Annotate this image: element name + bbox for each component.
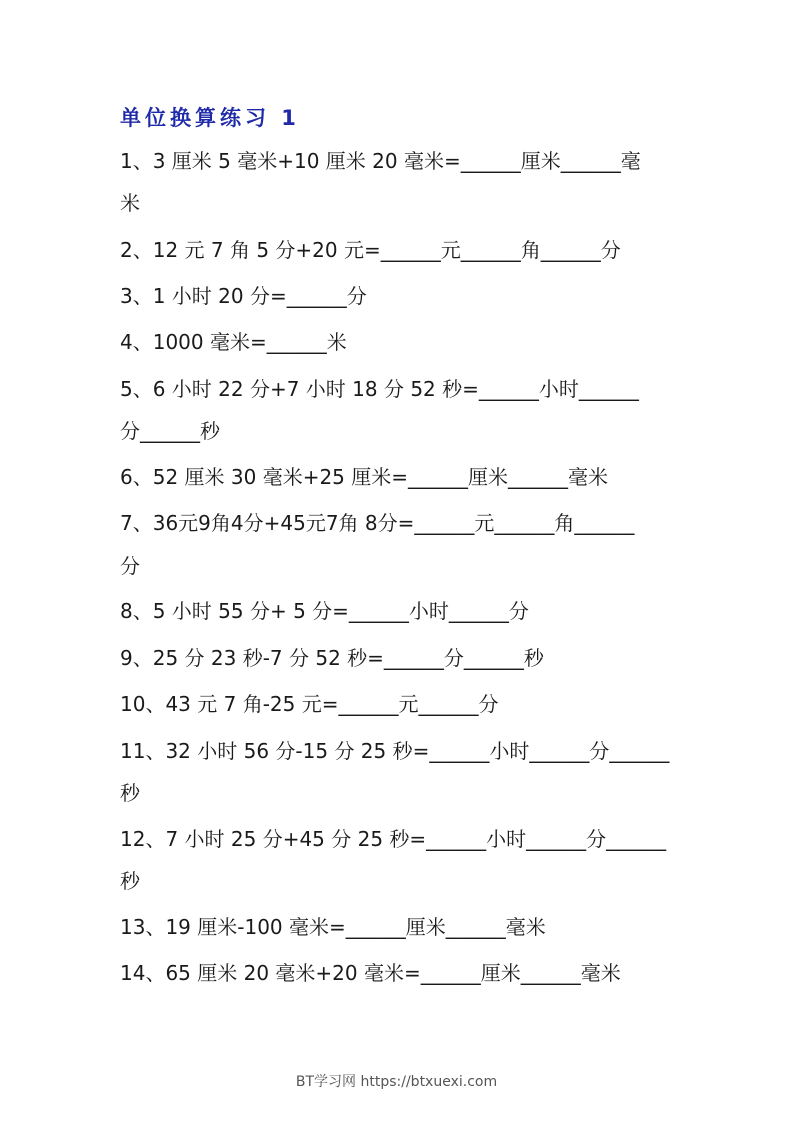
question-12-line-1: 12、7 小时 25 分+45 分 25 秒=______小时______分______ (120, 827, 667, 851)
question-2: 2、12 元 7 角 5 分+20 元=______元______角______分 (120, 238, 621, 262)
question-7-line-1: 7、36元9角4分+45元7角 8分=______元______角______ (120, 511, 635, 535)
question-4: 4、1000 毫米=______米 (120, 330, 347, 354)
question-11-line-1: 11、32 小时 56 分-15 分 25 秒=______小时______分______ (120, 739, 670, 763)
question-5-line-1: 5、6 小时 22 分+7 小时 18 分 52 秒=______小时______ (120, 377, 639, 401)
question-9: 9、25 分 23 秒-7 分 52 秒=______分______秒 (120, 646, 544, 670)
worksheet-title: 单位换算练习 1 (120, 106, 300, 130)
question-3: 3、1 小时 20 分=______分 (120, 284, 367, 308)
question-12-line-2: 秒 (120, 869, 140, 893)
footer-watermark: BT学习网 https://btxuexi.com (295, 1074, 498, 1090)
question-11-line-2: 秒 (120, 781, 140, 805)
question-10: 10、43 元 7 角-25 元=______元______分 (120, 692, 499, 716)
question-6: 6、52 厘米 30 毫米+25 厘米=______厘米______毫米 (120, 465, 609, 489)
question-7-line-2: 分 (120, 554, 140, 578)
question-8: 8、5 小时 55 分+ 5 分=______小时______分 (120, 599, 529, 623)
question-14: 14、65 厘米 20 毫米+20 毫米=______厘米______毫米 (120, 961, 621, 985)
question-13: 13、19 厘米-100 毫米=______厘米______毫米 (120, 915, 546, 939)
question-1-line-1: 1、3 厘米 5 毫米+10 厘米 20 毫米=______厘米______毫 (120, 149, 641, 173)
question-1-line-2: 米 (120, 191, 140, 215)
question-5-line-2: 分______秒 (120, 419, 220, 443)
